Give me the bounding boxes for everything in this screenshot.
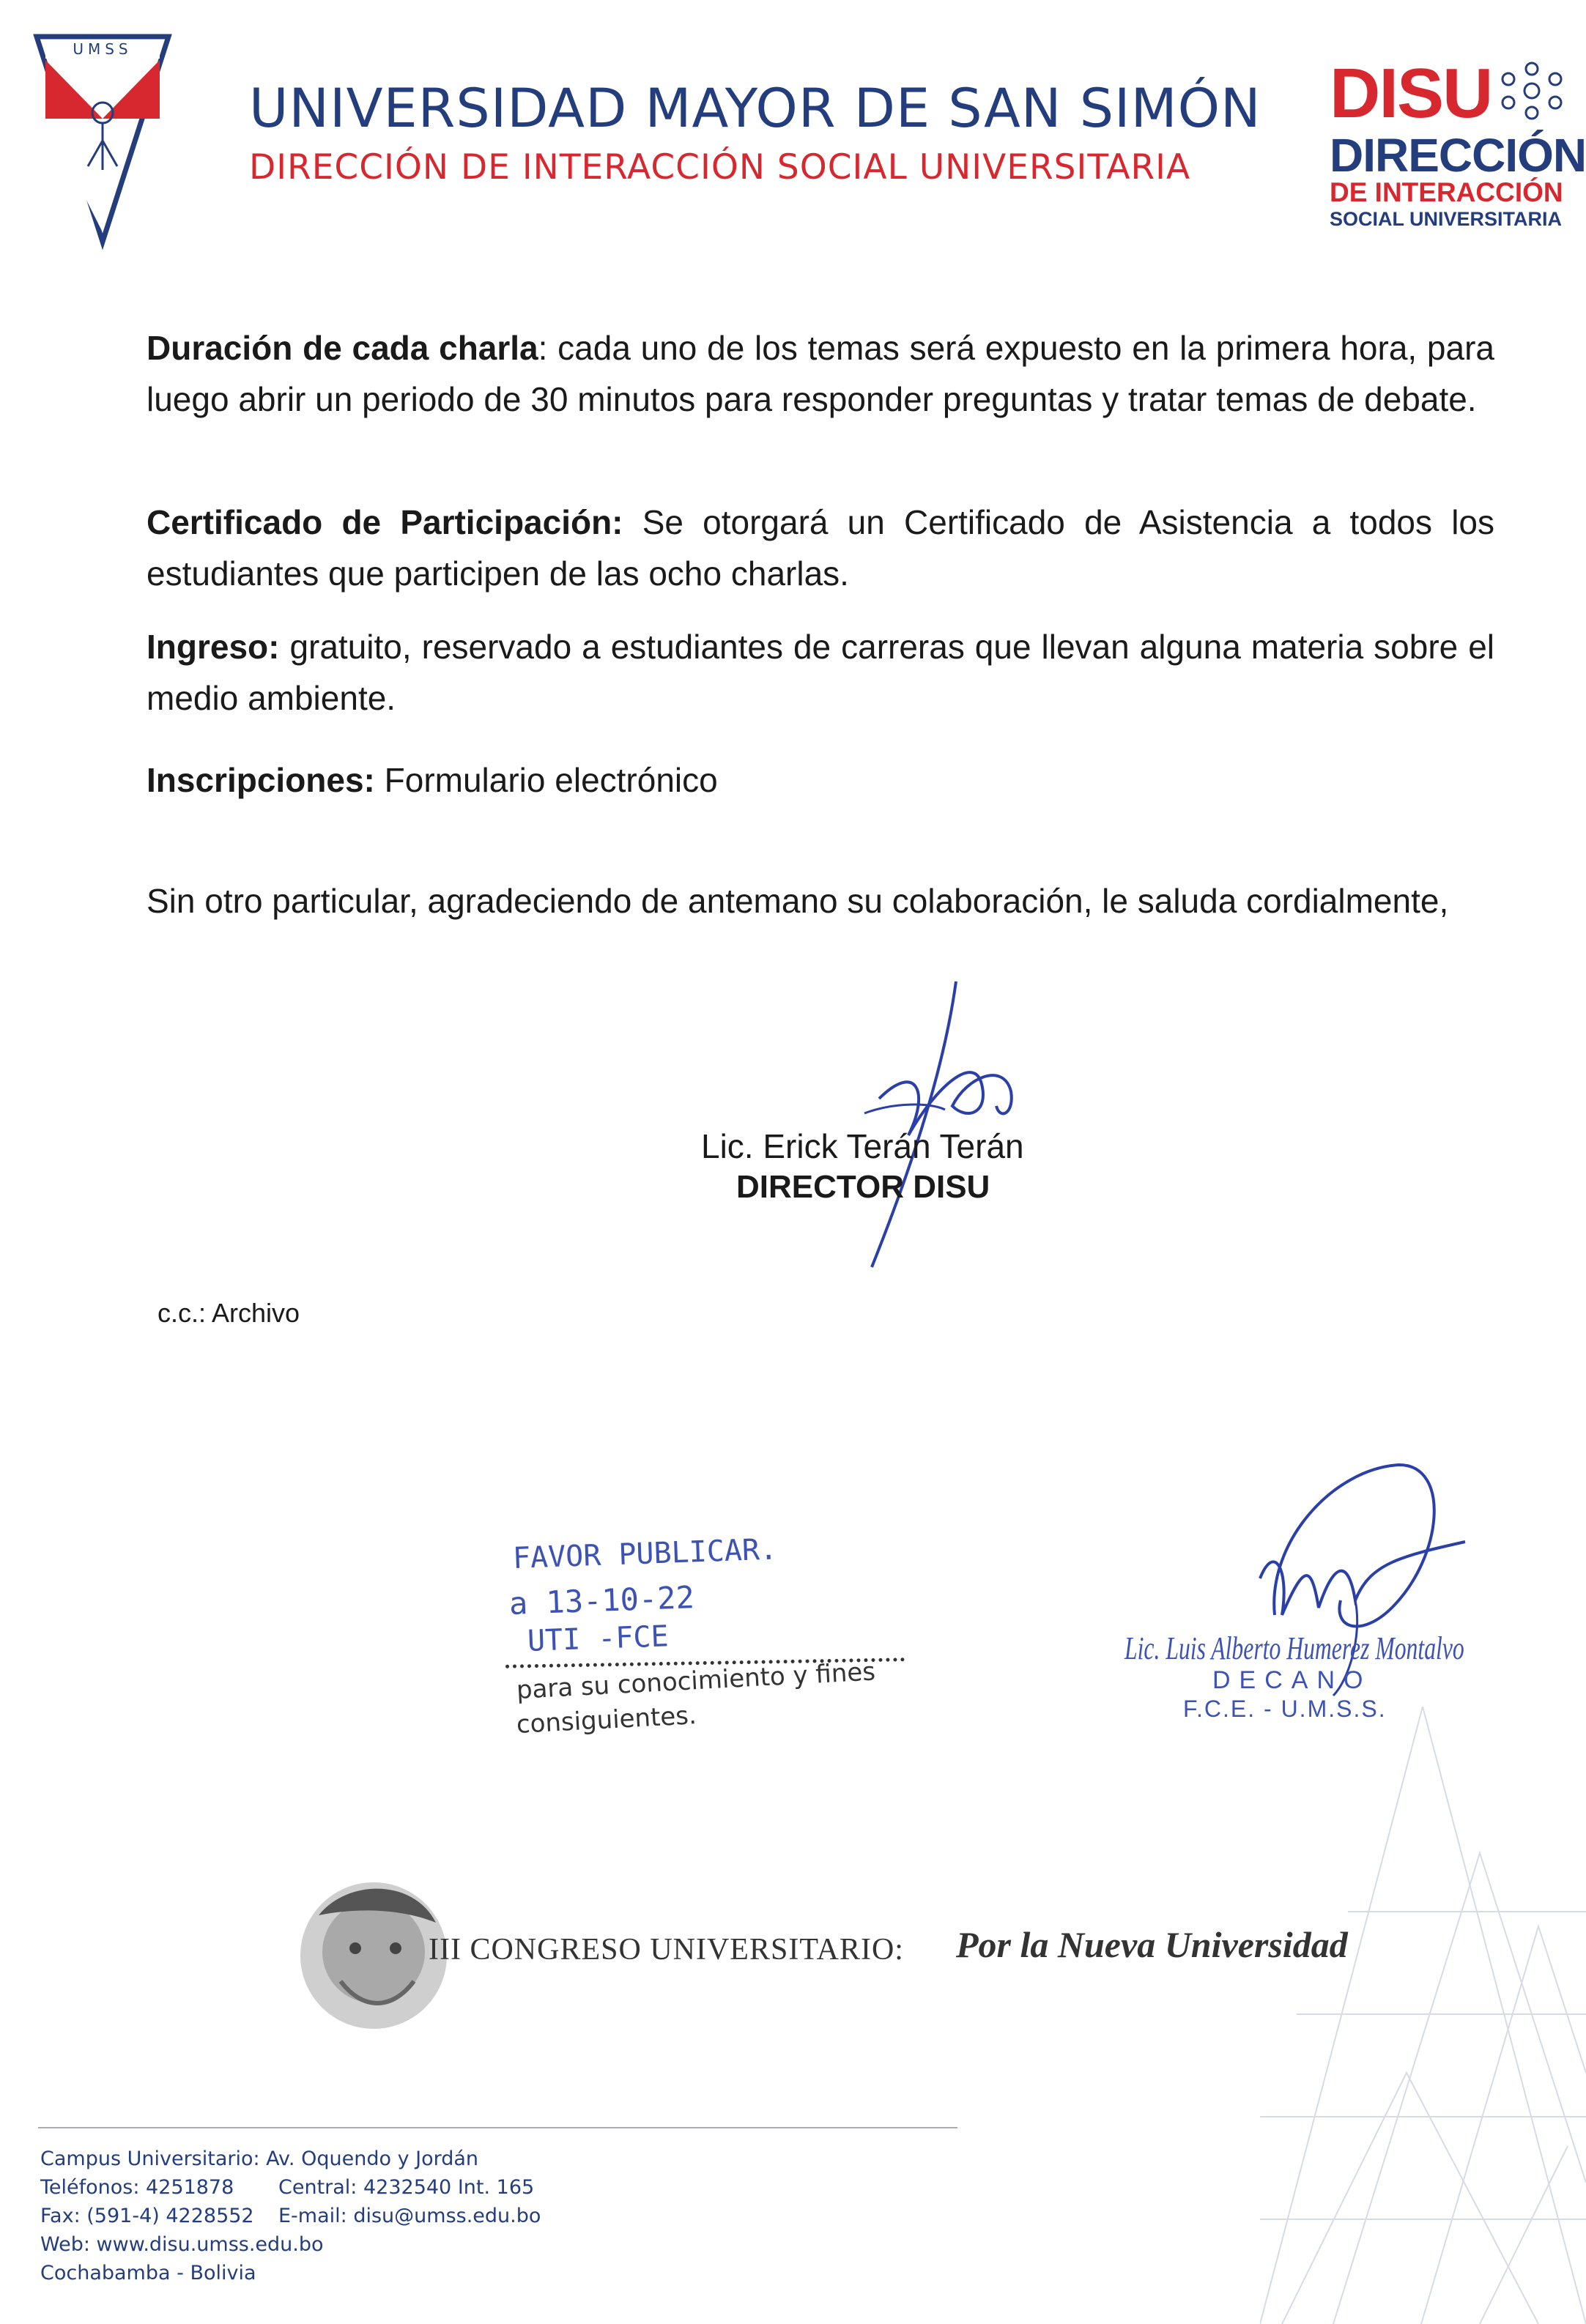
- duration-text: : cada uno de los temas será expuesto en la primera hora, para luego abrir un periodo de 30 minutos para responder preguntas y tratar temas de debate.: [147, 329, 1494, 418]
- admission-label: Ingreso:: [147, 628, 280, 666]
- handwritten-date: a 13-10-22: [508, 1579, 695, 1622]
- admission-text: gratuito, reservado a estudiantes de carreras que llevan alguna materia sobre el medio ambiente.: [147, 628, 1494, 717]
- director-title: DIRECTOR DISU: [736, 1169, 990, 1205]
- stamp-text-line1: para su conocimiento y fines: [515, 1657, 876, 1705]
- shield-label: UMSS: [73, 40, 133, 58]
- registration-paragraph: [147, 754, 1494, 806]
- director-name: Lic. Erick Terán Terán: [701, 1127, 1024, 1165]
- network-icon: [1498, 62, 1565, 120]
- dean-name: Lic. Luis Alberto Humerez Montalvo: [1124, 1630, 1464, 1666]
- duration-paragraph: [147, 322, 1494, 425]
- university-name: UNIVERSIDAD MAYOR DE SAN SIMÓN: [249, 78, 1261, 140]
- footer-phones: Teléfonos: 4251878: [40, 2176, 234, 2199]
- footer-web: Web: www.disu.umss.edu.bo: [40, 2233, 324, 2256]
- certificate-paragraph: [147, 497, 1494, 599]
- stamp-text-line2: consiguientes.: [515, 1701, 697, 1740]
- footer-fax: Fax: (591-4) 4228552: [40, 2205, 254, 2227]
- disu-logo: [1330, 54, 1586, 231]
- disu-line1: DIRECCIÓN: [1330, 129, 1586, 182]
- dean-role: DECANO: [1212, 1666, 1372, 1694]
- dean-faculty: F.C.E. - U.M.S.S.: [1183, 1696, 1387, 1722]
- department-name: DIRECCIÓN DE INTERACCIÓN SOCIAL UNIVERSITARIA: [249, 147, 1191, 188]
- handwritten-unit: UTI -FCE: [527, 1619, 670, 1658]
- decorative-lattice-pattern: [1260, 1707, 1586, 2324]
- duration-label: Duración de cada charla: [147, 329, 538, 367]
- footer-email: E-mail: disu@umss.edu.bo: [278, 2205, 541, 2227]
- footer-central: Central: 4232540 Int. 165: [278, 2176, 535, 2199]
- closing-paragraph: Sin otro particular, agradeciendo de antemano su colaboración, le saluda cordialmente,: [147, 882, 1449, 920]
- handwritten-line1: FAVOR PUBLICAR.: [512, 1532, 778, 1575]
- registration-label: Inscripciones:: [147, 761, 375, 799]
- congress-motto: Por la Nueva Universidad: [956, 1924, 1348, 1965]
- congress-title: III CONGRESO UNIVERSITARIO:: [429, 1933, 904, 1967]
- footer-city: Cochabamba - Bolivia: [40, 2262, 256, 2284]
- disu-acronym: DISU: [1330, 54, 1492, 133]
- umss-shield-logo: [29, 31, 176, 250]
- admission-paragraph: [147, 621, 1494, 724]
- disu-line2: DE INTERACCIÓN: [1330, 177, 1563, 207]
- certificate-label: Certificado de Participación:: [147, 503, 623, 541]
- footer-divider: [38, 2127, 957, 2128]
- certificate-text: Se otorgará un Certificado de Asistencia a todos los estudiantes que participen de las ocho charlas.: [147, 503, 1494, 593]
- registration-text: Formulario electrónico: [374, 761, 718, 799]
- footer-address: Campus Universitario: Av. Oquendo y Jordán: [40, 2147, 479, 2170]
- cc-line: c.c.: Archivo: [158, 1298, 300, 1328]
- disu-line3: SOCIAL UNIVERSITARIA: [1330, 207, 1563, 230]
